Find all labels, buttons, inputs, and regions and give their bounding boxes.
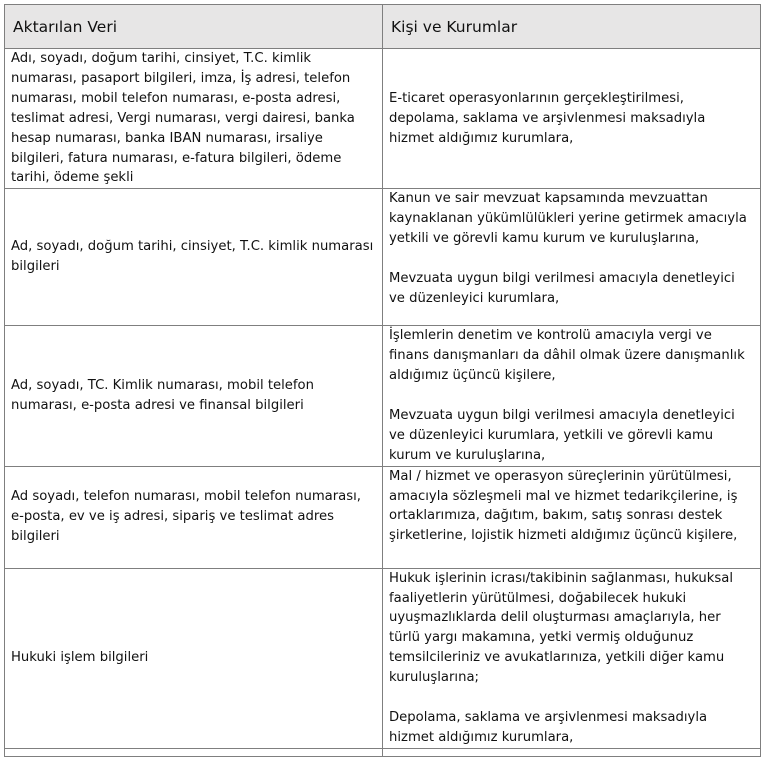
table-row (5, 326, 761, 466)
empty-cell (383, 748, 761, 756)
recipient-paragraph: E-ticaret operasyonlarının gerçekleştirilmesi, depolama, saklama ve arşivlenmesi maksadıyla hizmet aldığımız kurumlara, (389, 90, 706, 146)
recipients-cell (383, 49, 761, 189)
table-row (5, 189, 761, 326)
recipient-paragraph: Depolama, saklama ve arşivlenmesi maksadıyla hizmet aldığımız kurumlara, (389, 710, 708, 745)
recipient-paragraph: Hukuk işlerinin icrası/takibinin sağlanması, hukuksal faaliyetlerin yürütülmesi, doğabilecek hukuki uyuşmazlıklarda delil oluşturması amaçlarıyla, her türlü yargı makamına, yetki vermiş olduğunuz temsilcileriniz ve avukatlarınıza, yetkili diğer kamu kuruluşlarına; (389, 570, 734, 686)
table-row (5, 466, 761, 568)
table-row (5, 568, 761, 748)
transferred-data-cell: Ad soyadı, telefon numarası, mobil telefon numarası, e-posta, ev ve iş adresi, sipariş ve teslimat adres bilgileri (5, 466, 383, 568)
data-transfer-table (4, 4, 761, 757)
recipient-paragraph: İşlemlerin denetim ve kontrolü amacıyla vergi ve finans danışmanları da dâhil olmak üzere danışmanlık aldığımız üçüncü kişilere, (389, 328, 745, 384)
recipient-paragraph: Kanun ve sair mevzuat kapsamında mevzuattan kaynaklanan yükümlülükleri yerine getirmek amacıyla yetkili ve görevli kamu kurum ve kuruluşlarına, (389, 191, 747, 247)
recipients-cell (383, 189, 761, 326)
transferred-data-cell: Hukuki işlem bilgileri (5, 568, 383, 748)
transferred-data-cell: Ad, soyadı, doğum tarihi, cinsiyet, T.C. kimlik numarası bilgileri (5, 189, 383, 326)
transferred-data-cell: Adı, soyadı, doğum tarihi, cinsiyet, T.C. kimlik numarası, pasaport bilgileri, imza, İş adresi, telefon numarası, mobil telefon numarası, e-posta adresi, teslimat adresi, Vergi numarası, vergi dairesi, banka hesap numarası, banka IBAN numarası, irsaliye bilgileri, fatura numarası, e-fatura bilgileri, ödeme tarihi, ödeme şekli (5, 49, 383, 189)
table-row (5, 49, 761, 189)
header-transferred-data: Aktarılan Veri (5, 5, 383, 49)
header-persons-institutions: Kişi ve Kurumlar (383, 5, 761, 49)
recipient-paragraph: Mevzuata uygun bilgi verilmesi amacıyla denetleyici ve düzenleyici kurumlara, yetkili ve görevli kamu kurum ve kuruluşlarına, (389, 407, 735, 463)
table-row (5, 748, 761, 756)
transferred-data-cell: Ad, soyadı, TC. Kimlik numarası, mobil telefon numarası, e-posta adresi ve finansal bilgileri (5, 326, 383, 466)
recipient-paragraph: Mal / hizmet ve operasyon süreçlerinin yürütülmesi, amacıyla sözleşmeli mal ve hizmet tedarikçilerine, iş ortaklarımıza, dağıtım, bakım, satış sonrası destek şirketlerine, lojistik hizmeti aldığımız üçüncü kişilere, (389, 468, 738, 544)
empty-cell (5, 748, 383, 756)
recipients-cell (383, 568, 761, 748)
recipients-cell (383, 466, 761, 568)
table-header-row (5, 5, 761, 49)
recipients-cell (383, 326, 761, 466)
recipient-paragraph: Mevzuata uygun bilgi verilmesi amacıyla denetleyici ve düzenleyici kurumlara, (389, 270, 735, 306)
